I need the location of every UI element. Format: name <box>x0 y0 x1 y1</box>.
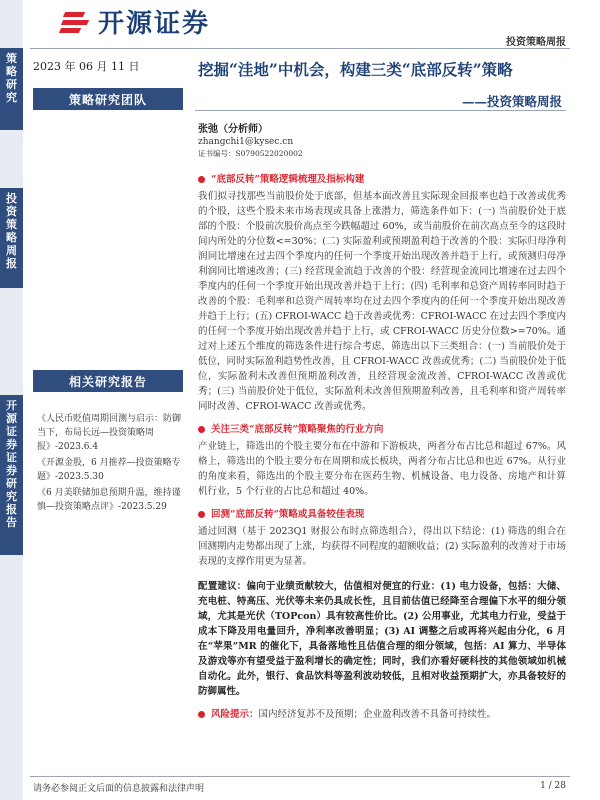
report-body <box>198 164 566 722</box>
related-reports-banner: 相关研究报告 <box>33 370 183 392</box>
related-reports-list <box>37 412 185 516</box>
section-heading: 回测“底部反转”策略或具备较佳表现 <box>198 507 566 522</box>
analyst-name: 张弛（分析师） <box>198 124 268 135</box>
sidebar-char: 究 <box>6 490 17 503</box>
bullet-icon <box>198 711 205 718</box>
section-heading: 关注三类“底部反转”策略聚焦的行业方向 <box>198 422 566 437</box>
sidebar-char: 略 <box>6 65 17 78</box>
bullet-icon <box>198 511 205 518</box>
sidebar-char: 告 <box>6 516 17 529</box>
analyst-email[interactable]: zhangchi1@kysec.cn <box>198 137 294 147</box>
company-logo <box>60 3 210 40</box>
logo-text: 开源证券 <box>98 9 211 39</box>
sidebar-char: 证 <box>6 451 17 464</box>
section-body: 我们拟寻找那些当前股价处于底部，但基本面改善且实际现金回报率也趋于改善或优秀的个股，这些个股未来市场表现或具备上涨潜力，筛选条件如下：(一) 当前股价处于底部的个股：个股前次股价高点至今跌幅超过 60%，或当前股价在前次高点至今的这段时间内所处的分位数<=30%；(二) 实际盈利或预期盈利趋于改善的个股：实际归母净利润同比增速在过去四个季度内的任何一个季度开始出现改善并趋于上行，或预测归母净利润同比增速改善；(三) 经营现金流趋于改善的个股：经营现金流同比增速在过去四个季度内的任何一个季度开始出现改善并趋于上行；(四) 毛利率和总资产周转率同时趋于改善的个股：毛利率和总资产周转率均在过去四个季度内的任何一个季度开始出现改善并趋于上行；(五) CFROI-WACC 趋于改善或优秀：CFROI-WACC 在过去四个季度内的任何一个季度开始出现改善并趋于上行，或 CFROI-WACC 历史分位数>=70%。通过对上述五个维度的筛选条件进行综合考虑，筛选出以下三类组合：(一) 当前股价处于低位，同时实际盈利趋势性改善，且 CFROI-WACC 改善或优秀；(二) 当前股价处于低位，实际盈利未改善但预期盈利改善，且经营现金流改善、CFROI-WACC 改善或优秀；(三) 当前股价处于低位，实际盈利未改善但预期盈利改善，且毛利率和资产周转率同时改善、CFROI-WACC 改善或优秀。 <box>198 191 566 412</box>
sidebar-char: 资 <box>6 205 17 218</box>
section-body: 通过回测（基于 2023Q1 财报公布时点筛选组合），得出以下结论：(1) 筛选的组合在回测期内走势都出现了上涨，均获得不同程度的超额收益；(2) 实际盈利的改善对于市场表现的支撑作用更为显著。 <box>198 526 566 567</box>
sidebar-char: 券 <box>6 464 17 477</box>
left-column <box>33 52 183 110</box>
sidebar-char: 究 <box>6 91 17 104</box>
sidebar-char: 源 <box>6 412 17 425</box>
logo-mark-icon <box>60 9 94 35</box>
header-divider <box>30 48 570 49</box>
section-body: 产业链上，筛选出的个股主要分布在中游和下游板块，两者分布占比总和超过 67%。风格上，筛选出的个股主要分布在周期和成长板块，两者分布占比总和也近 67%。从行业的角度来看，筛选出的个股主要分布在医药生物、机械设备、电力设备、房地产和计算机行业，5 个行业的占比总和超过 40%。 <box>198 441 566 497</box>
sidebar-char: 策 <box>6 218 17 231</box>
sidebar-char: 券 <box>6 438 17 451</box>
risk-heading: 风险提示：国内经济复苏不及预期；企业盈利改善不具备可持续性。 <box>198 707 566 722</box>
sidebar-char: 略 <box>6 231 17 244</box>
footer-divider <box>30 776 570 777</box>
related-report-item[interactable]: 《人民币贬值周期回测与启示：防御当下，布局长远—投资策略周报》-2023.6.4 <box>37 414 182 452</box>
report-subtitle: ——投资策略周报 <box>461 94 562 109</box>
sidebar-char: 策 <box>6 52 17 65</box>
sidebar-char: 报 <box>6 503 17 516</box>
team-banner: 策略研究团队 <box>33 88 183 110</box>
sidebar-char: 研 <box>6 477 17 490</box>
title-divider <box>195 110 566 111</box>
sidebar-char: 投 <box>6 192 17 205</box>
section-heading: “底部反转”策略逻辑梳理及指标构建 <box>198 172 566 187</box>
sidebar-char: 周 <box>6 244 17 257</box>
sidebar-char: 证 <box>6 425 17 438</box>
sidebar-char: 开 <box>6 399 17 412</box>
header-report-type: 投资策略周报 <box>506 37 566 48</box>
bullet-icon <box>198 176 205 183</box>
report-title: 挖掘“洼地”中机会，构建三类“底部反转”策略 <box>198 60 513 79</box>
sidebar-char: 报 <box>6 257 17 270</box>
side-company-block <box>0 395 23 555</box>
bullet-icon <box>198 426 205 433</box>
analyst-info <box>198 124 303 160</box>
report-date: 2023 年 06 月 11 日 <box>33 60 140 73</box>
page-header <box>0 0 600 48</box>
analyst-certificate: 证书编号：S0790522020002 <box>198 149 303 158</box>
footer-disclaimer: 请务必参阅正文后面的信息披露和法律声明 <box>33 784 205 794</box>
sidebar-char: 研 <box>6 78 17 91</box>
config-advice: 配置建议：偏向于业绩贡献较大，估值相对便宜的行业：(1) 电力设备，包括：大储、充电桩、特高压、光伏等未来仍具成长性，且目前估值已经降至合理偏下水平的细分领域，尤其是光伏（TOPcon）具有较高性价比。(2) 公用事业，尤其电力行业，受益于成本下降及用电量回升，净利率改善明显；(3) AI 调整之后或再将兴起由分化，6 月在“苹果”MR 的催化下，具备落地性且估值合理的细分领域，包括：AI 算力、半导体及游戏等亦有望受益于盈利增长的确定性；同时，我们亦看好硬科技的其他领域如机械自动化。此外，银行、食品饮料等盈利波动较低，且相对收益预期扩大，亦具备较好的防御属性。 <box>198 581 566 697</box>
related-report-item[interactable]: 《开源金股，6 月推荐—投资策略专题》-2023.5.30 <box>37 458 181 482</box>
related-report-item[interactable]: 《6 月美联储加息预期升温，维持谨慎—投资策略点评》-2023.5.29 <box>37 488 181 512</box>
page-number: 1 / 28 <box>540 781 566 791</box>
side-report-type-block <box>0 188 23 288</box>
side-category-block <box>0 48 23 130</box>
